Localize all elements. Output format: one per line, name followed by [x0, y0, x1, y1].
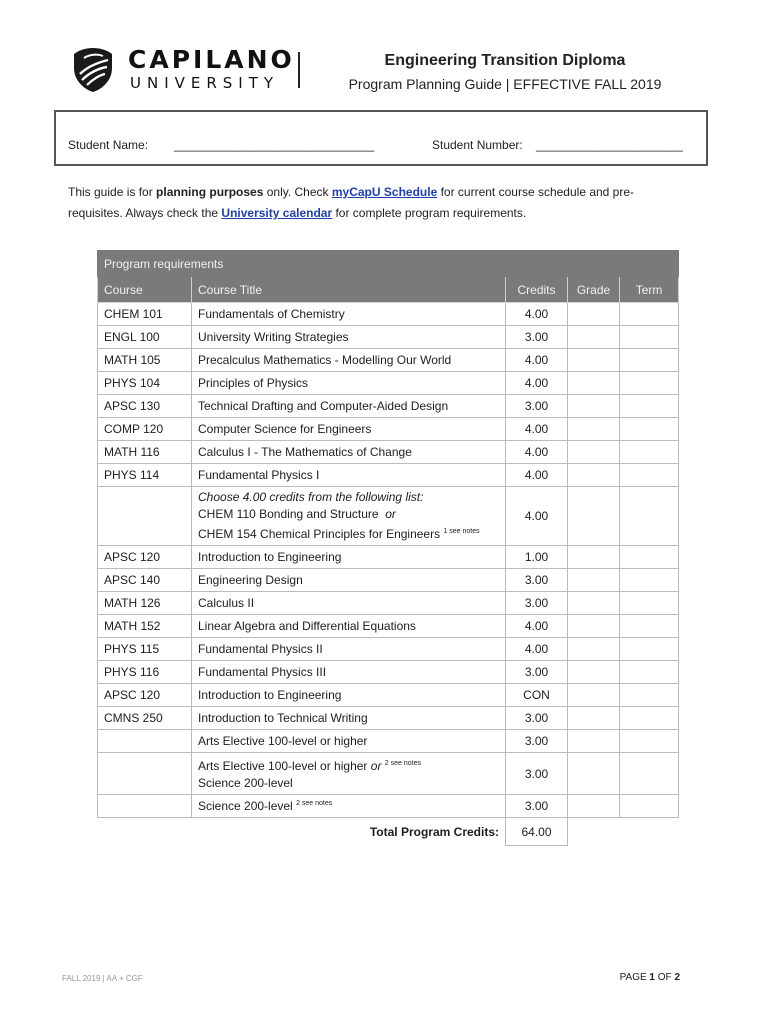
- term-cell[interactable]: [620, 546, 679, 569]
- course-title-cell: Introduction to Engineering: [192, 684, 506, 707]
- table-row: [98, 372, 679, 395]
- course-code-cell: PHYS 116: [98, 661, 192, 684]
- elective-or: or: [370, 759, 382, 773]
- grade-cell[interactable]: [568, 638, 620, 661]
- term-cell[interactable]: [620, 418, 679, 441]
- credits-cell: 4.00: [506, 372, 568, 395]
- table-row: [98, 592, 679, 615]
- document-title: Engineering Transition Diploma: [384, 52, 626, 69]
- science-row: [98, 795, 679, 818]
- course-code-cell: [98, 730, 192, 753]
- grade-cell[interactable]: [568, 464, 620, 487]
- header-credits: Credits: [506, 277, 568, 303]
- credits-cell: 4.00: [506, 464, 568, 487]
- intro-paragraph: [68, 182, 668, 224]
- page-total: 2: [674, 972, 680, 983]
- credits-cell: 3.00: [506, 707, 568, 730]
- program-requirements-table: [97, 250, 679, 846]
- elective-line-1: Arts Elective 100-level or higher: [198, 759, 368, 773]
- grade-cell[interactable]: [568, 753, 620, 795]
- grade-cell[interactable]: [568, 569, 620, 592]
- course-title-cell: Introduction to Engineering: [192, 546, 506, 569]
- student-name-label: Student Name:: [68, 138, 149, 152]
- student-name-field[interactable]: ______________________________: [174, 138, 375, 152]
- term-cell[interactable]: [620, 487, 679, 546]
- term-cell[interactable]: [620, 684, 679, 707]
- student-number-label: Student Number:: [432, 138, 523, 152]
- grade-cell[interactable]: [568, 615, 620, 638]
- table-row: [98, 418, 679, 441]
- grade-cell[interactable]: [568, 303, 620, 326]
- course-code-cell: MATH 152: [98, 615, 192, 638]
- student-number-field[interactable]: ______________________: [536, 138, 683, 152]
- course-code-cell: ENGL 100: [98, 326, 192, 349]
- choice-cell: [192, 487, 506, 546]
- course-code-cell: PHYS 115: [98, 638, 192, 661]
- course-code-cell: APSC 120: [98, 684, 192, 707]
- science-title: Science 200-level: [198, 799, 293, 813]
- table-row: [98, 569, 679, 592]
- choice-intro: Choose 4.00 credits from the following list:: [198, 490, 424, 504]
- course-title-cell: University Writing Strategies: [192, 326, 506, 349]
- course-code-cell: [98, 753, 192, 795]
- course-code-cell: APSC 140: [98, 569, 192, 592]
- choice-or: or: [385, 507, 396, 521]
- page-number: 1: [649, 972, 655, 983]
- elective-note: 2 see notes: [384, 760, 421, 767]
- term-cell[interactable]: [620, 326, 679, 349]
- table-banner: Program requirements: [98, 251, 679, 277]
- course-rows-group: [98, 546, 679, 753]
- course-title-cell: [192, 795, 506, 818]
- table-banner-row: [98, 251, 679, 277]
- header-term: Term: [620, 277, 679, 303]
- credits-cell: CON: [506, 684, 568, 707]
- credits-cell: 4.00: [506, 349, 568, 372]
- footer-code: FALL 2019 | AA + CGF: [62, 974, 143, 983]
- table-row: [98, 349, 679, 372]
- course-code-cell: COMP 120: [98, 418, 192, 441]
- grade-cell[interactable]: [568, 441, 620, 464]
- credits-cell: 4.00: [506, 638, 568, 661]
- term-cell[interactable]: [620, 441, 679, 464]
- table-row: [98, 615, 679, 638]
- grade-cell[interactable]: [568, 795, 620, 818]
- term-cell[interactable]: [620, 395, 679, 418]
- table-row: [98, 546, 679, 569]
- table-row: [98, 303, 679, 326]
- table-row: [98, 441, 679, 464]
- course-rows-group: [98, 303, 679, 487]
- credits-cell: 3.00: [506, 395, 568, 418]
- credits-cell: 4.00: [506, 303, 568, 326]
- logo-subtext: UNIVERSITY: [130, 74, 280, 92]
- elective-cell: [192, 753, 506, 795]
- grade-cell[interactable]: [568, 395, 620, 418]
- intro-text: This guide is for: [68, 185, 157, 199]
- intro-text: for complete program requirements.: [332, 206, 527, 220]
- grade-cell[interactable]: [568, 730, 620, 753]
- credits-cell: 3.00: [506, 326, 568, 349]
- course-code-cell: APSC 130: [98, 395, 192, 418]
- intro-text: for current course schedule and pre-requisites. Always check the: [68, 185, 635, 220]
- grade-cell[interactable]: [568, 418, 620, 441]
- course-title-cell: Calculus II: [192, 592, 506, 615]
- table-row: [98, 661, 679, 684]
- credits-cell: 1.00: [506, 546, 568, 569]
- course-title-cell: Fundamentals of Chemistry: [192, 303, 506, 326]
- credits-cell: 4.00: [506, 487, 568, 546]
- course-code-cell: [98, 795, 192, 818]
- capilano-logo: [70, 44, 320, 96]
- choice-row: [98, 487, 679, 546]
- course-title-cell: Principles of Physics: [192, 372, 506, 395]
- intro-emphasis: planning purposes: [156, 185, 264, 199]
- grade-cell[interactable]: [568, 349, 620, 372]
- course-title-cell: Arts Elective 100-level or higher: [192, 730, 506, 753]
- course-title-cell: Engineering Design: [192, 569, 506, 592]
- table-row: [98, 464, 679, 487]
- course-code-cell: PHYS 114: [98, 464, 192, 487]
- term-cell[interactable]: [620, 638, 679, 661]
- header-divider: [298, 52, 300, 88]
- crest-icon: [70, 44, 116, 94]
- table-row: [98, 395, 679, 418]
- grade-cell[interactable]: [568, 487, 620, 546]
- course-code-cell: CMNS 250: [98, 707, 192, 730]
- page-indicator: [580, 972, 680, 983]
- science-note: 2 see notes: [296, 800, 333, 807]
- elective-row: [98, 753, 679, 795]
- grade-cell[interactable]: [568, 707, 620, 730]
- intro-text: only. Check: [263, 185, 332, 199]
- credits-cell: 3.00: [506, 569, 568, 592]
- course-title-cell: Computer Science for Engineers: [192, 418, 506, 441]
- grade-cell[interactable]: [568, 684, 620, 707]
- credits-cell: 3.00: [506, 795, 568, 818]
- course-title-cell: Linear Algebra and Differential Equations: [192, 615, 506, 638]
- total-credits-value: 64.00: [506, 818, 568, 846]
- choice-option-2: CHEM 154 Chemical Principles for Engineers: [198, 527, 441, 541]
- university-calendar-link[interactable]: University calendar: [221, 206, 333, 220]
- credits-cell: 3.00: [506, 753, 568, 795]
- term-cell[interactable]: [620, 372, 679, 395]
- course-title-cell: Fundamental Physics III: [192, 661, 506, 684]
- credits-cell: 3.00: [506, 592, 568, 615]
- header-course-title: Course Title: [192, 277, 506, 303]
- course-code-cell: MATH 126: [98, 592, 192, 615]
- grade-cell[interactable]: [568, 372, 620, 395]
- logo-wordmark: CAPILANO: [128, 45, 295, 74]
- course-title-cell: Technical Drafting and Computer-Aided Design: [192, 395, 506, 418]
- elective-line-2: Science 200-level: [198, 776, 293, 790]
- grade-cell[interactable]: [568, 661, 620, 684]
- term-cell[interactable]: [620, 615, 679, 638]
- credits-cell: 3.00: [506, 730, 568, 753]
- choice-note: 1 see notes: [443, 528, 480, 535]
- grade-cell[interactable]: [568, 546, 620, 569]
- credits-cell: 4.00: [506, 615, 568, 638]
- course-code-cell: [98, 487, 192, 546]
- page-of: OF: [654, 972, 675, 983]
- table-row: [98, 684, 679, 707]
- total-credits-label: Total Program Credits:: [369, 824, 499, 839]
- table-header-row: [98, 277, 679, 303]
- course-title-cell: Fundamental Physics I: [192, 464, 506, 487]
- course-title-cell: Calculus I - The Mathematics of Change: [192, 441, 506, 464]
- document-subtitle: Program Planning Guide | EFFECTIVE FALL 2019: [348, 76, 662, 92]
- credits-cell: 4.00: [506, 441, 568, 464]
- term-cell[interactable]: [620, 349, 679, 372]
- grade-cell[interactable]: [568, 592, 620, 615]
- table-row: [98, 638, 679, 661]
- course-code-cell: MATH 116: [98, 441, 192, 464]
- header-grade: Grade: [568, 277, 620, 303]
- total-row: [98, 818, 679, 846]
- mycapu-schedule-link[interactable]: myCapU Schedule: [331, 185, 438, 199]
- term-cell[interactable]: [620, 592, 679, 615]
- table-row: [98, 730, 679, 753]
- course-code-cell: PHYS 104: [98, 372, 192, 395]
- course-title-cell: Fundamental Physics II: [192, 638, 506, 661]
- term-cell[interactable]: [620, 661, 679, 684]
- header-course: Course: [98, 277, 192, 303]
- term-cell[interactable]: [620, 707, 679, 730]
- term-cell[interactable]: [620, 753, 679, 795]
- grade-cell[interactable]: [568, 326, 620, 349]
- term-cell[interactable]: [620, 730, 679, 753]
- course-code-cell: MATH 105: [98, 349, 192, 372]
- course-code-cell: APSC 120: [98, 546, 192, 569]
- term-cell[interactable]: [620, 464, 679, 487]
- page-prefix: PAGE: [619, 972, 650, 983]
- course-title-cell: Precalculus Mathematics - Modelling Our World: [192, 349, 506, 372]
- credits-cell: 3.00: [506, 661, 568, 684]
- course-code-cell: CHEM 101: [98, 303, 192, 326]
- table-row: [98, 707, 679, 730]
- term-cell[interactable]: [620, 569, 679, 592]
- choice-option-1: CHEM 110 Bonding and Structure: [198, 507, 379, 521]
- student-info-box: [54, 110, 708, 166]
- credits-cell: 4.00: [506, 418, 568, 441]
- term-cell[interactable]: [620, 303, 679, 326]
- term-cell[interactable]: [620, 795, 679, 818]
- course-title-cell: Introduction to Technical Writing: [192, 707, 506, 730]
- table-row: [98, 326, 679, 349]
